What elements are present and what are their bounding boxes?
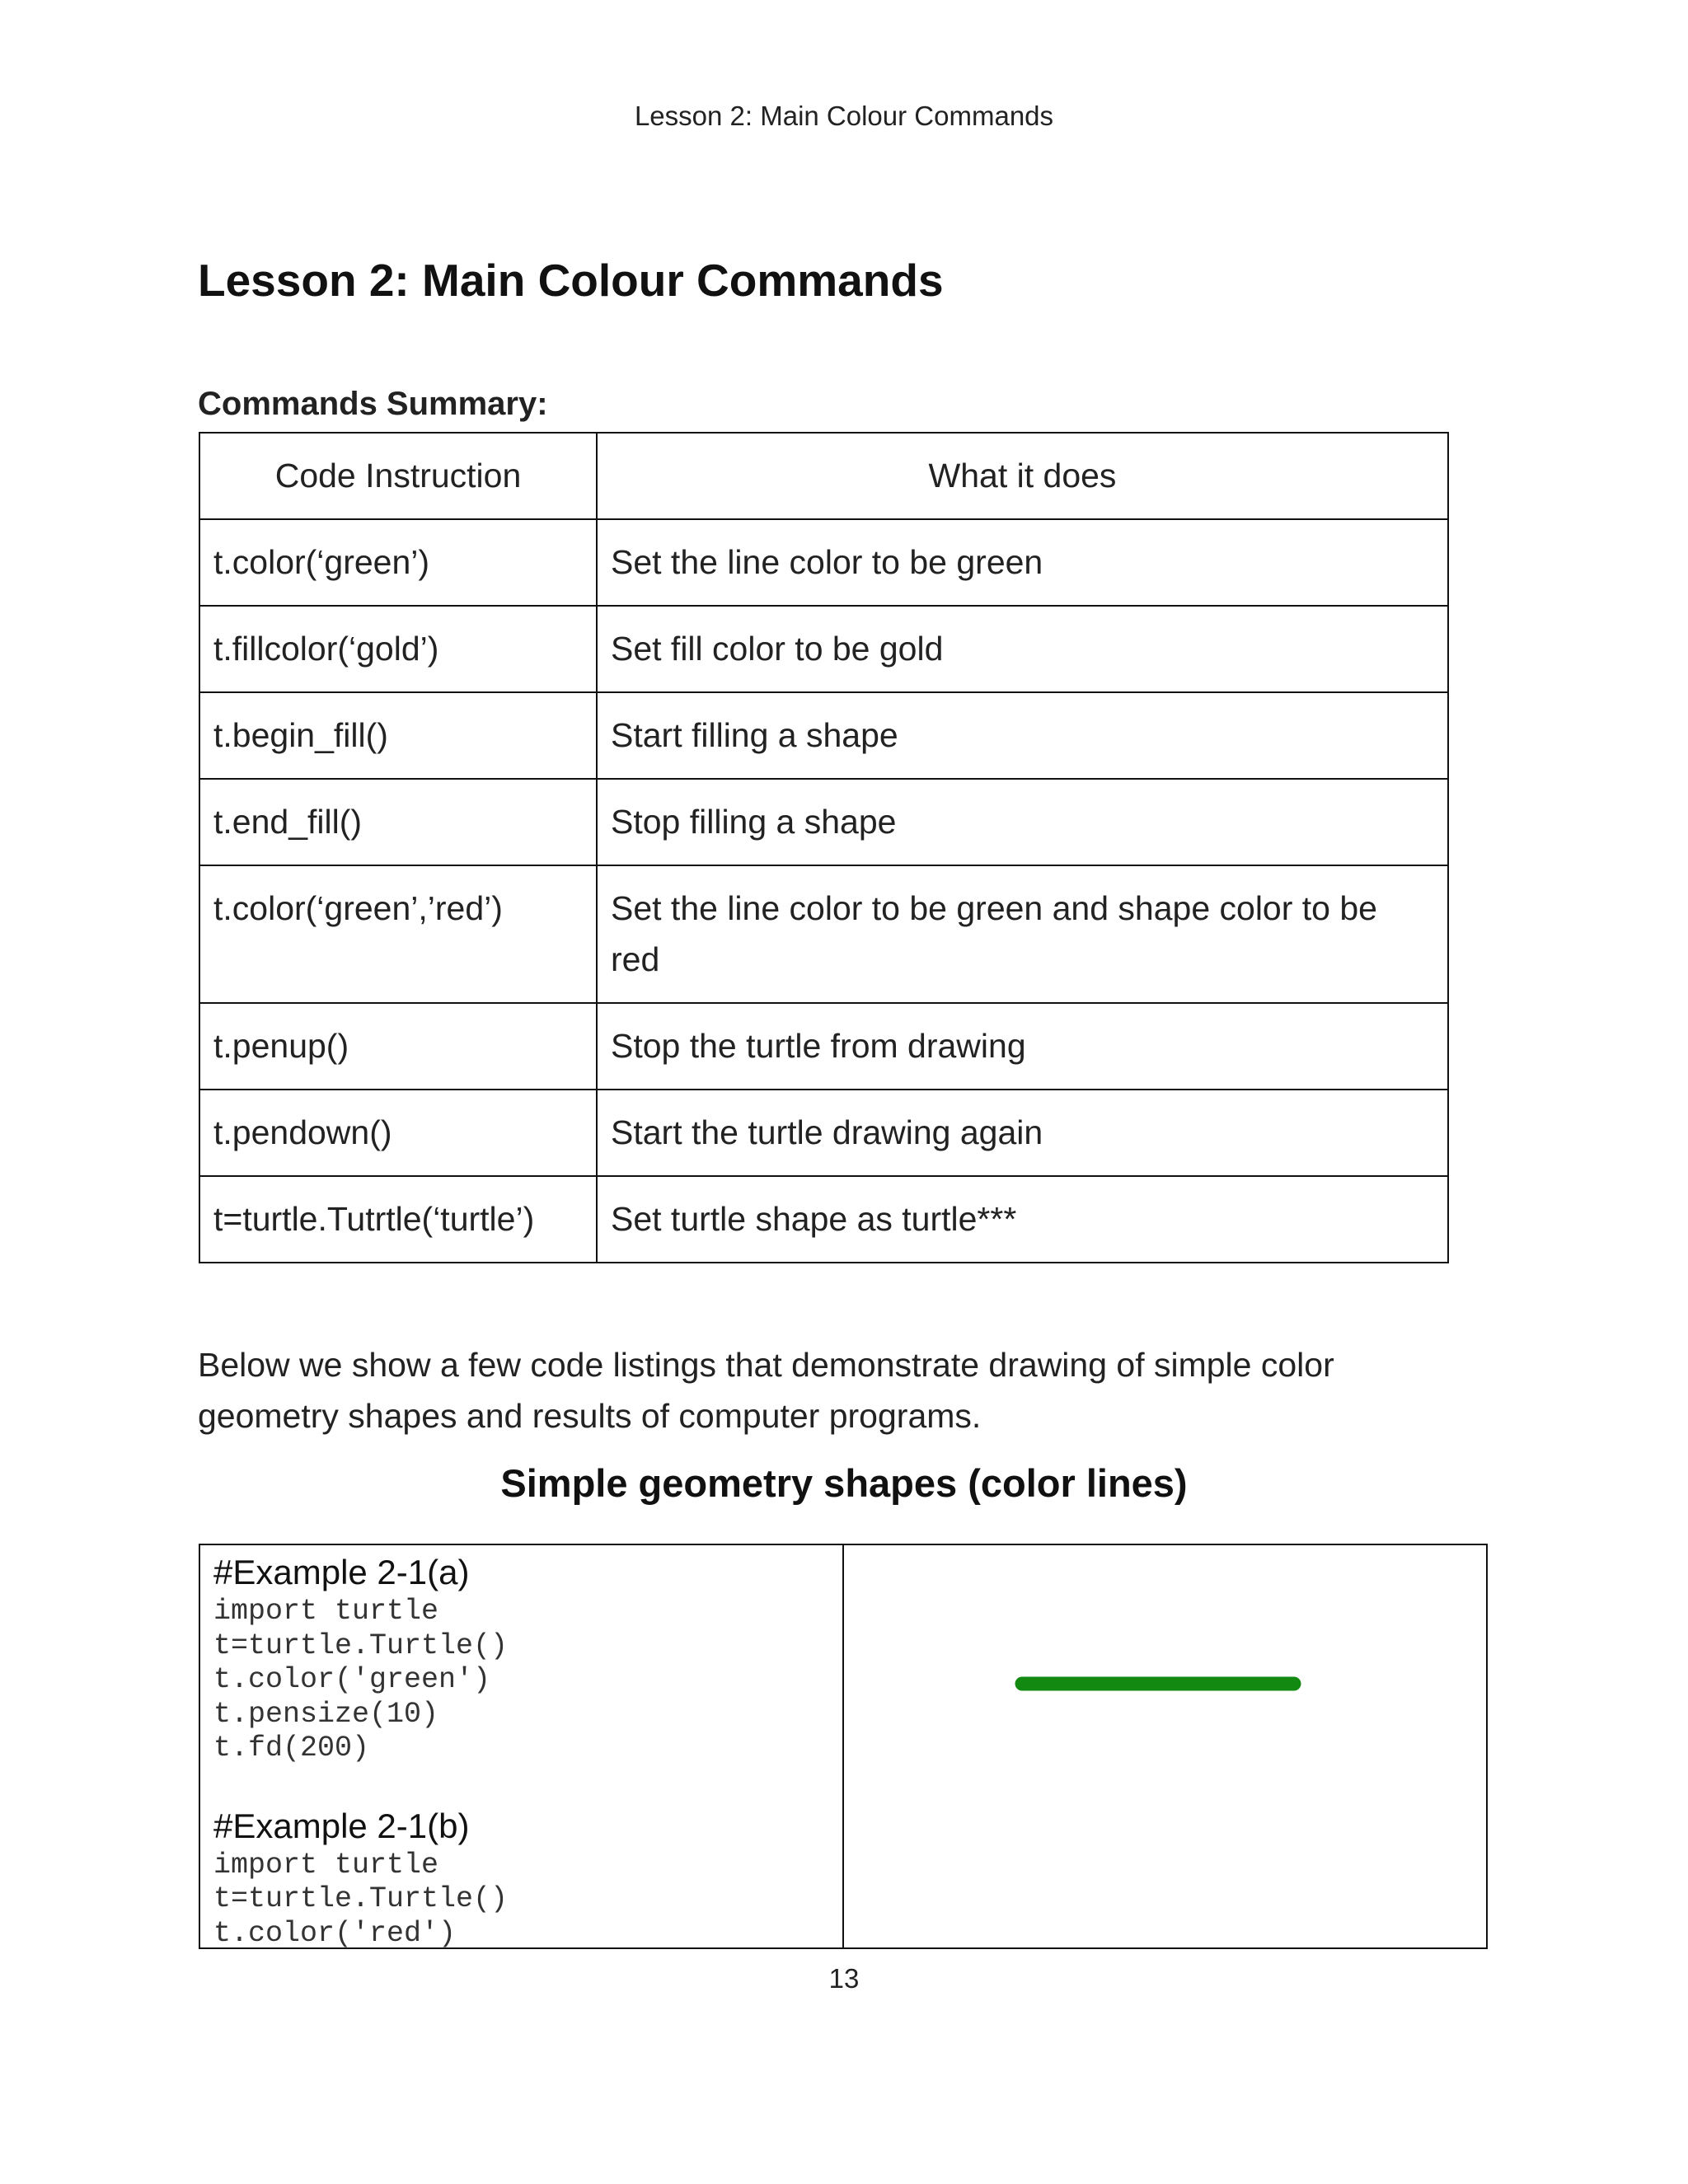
column-header-code: Code Instruction [199, 433, 597, 519]
table-row [199, 606, 1448, 692]
code-line: t.color('green') [213, 1663, 491, 1696]
table-row [199, 519, 1448, 606]
page-number: 13 [828, 1963, 860, 1994]
example-label: #Example 2-1(b) [213, 1806, 470, 1845]
code-line: t=turtle.Turtle() [213, 1629, 509, 1662]
code-line: t=turtle.Turtle() [213, 1882, 509, 1915]
code-line: t.pensize(10) [213, 1697, 439, 1731]
code-cell: t.color(‘green’,’red’) [199, 865, 597, 1003]
description-cell: Stop filling a shape [597, 779, 1448, 865]
code-cell: t.color(‘green’) [199, 519, 597, 606]
program-output-cell [844, 1545, 1486, 1947]
table-header-row [199, 433, 1448, 519]
code-cell: t.fillcolor(‘gold’) [199, 606, 597, 692]
table-row [199, 692, 1448, 779]
table-row [199, 1003, 1448, 1090]
description-cell: Set the line color to be green [597, 519, 1448, 606]
running-header: Lesson 2: Main Colour Commands [634, 101, 1054, 131]
table-row [199, 779, 1448, 865]
column-header-description: What it does [597, 433, 1448, 519]
turtle-output-drawing [844, 1545, 1486, 1947]
description-cell: Stop the turtle from drawing [597, 1003, 1448, 1090]
description-cell: Set fill color to be gold [597, 606, 1448, 692]
description-cell: Start filling a shape [597, 692, 1448, 779]
example-label: #Example 2-1(a) [213, 1553, 470, 1591]
code-line: import turtle [213, 1595, 439, 1628]
description-cell: Set turtle shape as turtle*** [597, 1176, 1448, 1263]
code-line: t.color('red') [213, 1916, 457, 1947]
code-cell: t=turtle.Tutrtle(‘turtle’) [199, 1176, 597, 1263]
commands-summary-table [199, 432, 1449, 1263]
section-title: Simple geometry shapes (color lines) [500, 1461, 1188, 1505]
code-line: t.fd(200) [213, 1732, 370, 1765]
code-listing-cell [200, 1545, 844, 1947]
code-cell: t.end_fill() [199, 779, 597, 865]
table-row [199, 1090, 1448, 1176]
intro-paragraph: Below we show a few code listings that demonstrate drawing of simple color geometry shapes and results of computer programs. [198, 1346, 1334, 1435]
commands-summary-label: Commands Summary: [198, 386, 548, 422]
description-cell: Set the line color to be green and shape color to be red [597, 865, 1448, 1003]
table-row [199, 865, 1448, 1003]
table-row [199, 1176, 1448, 1263]
code-line: import turtle [213, 1848, 439, 1882]
page-title: Lesson 2: Main Colour Commands [198, 255, 944, 306]
code-cell: t.pendown() [199, 1090, 597, 1176]
description-cell: Start the turtle drawing again [597, 1090, 1448, 1176]
code-cell: t.penup() [199, 1003, 597, 1090]
code-cell: t.begin_fill() [199, 692, 597, 779]
example-table [199, 1544, 1488, 1949]
